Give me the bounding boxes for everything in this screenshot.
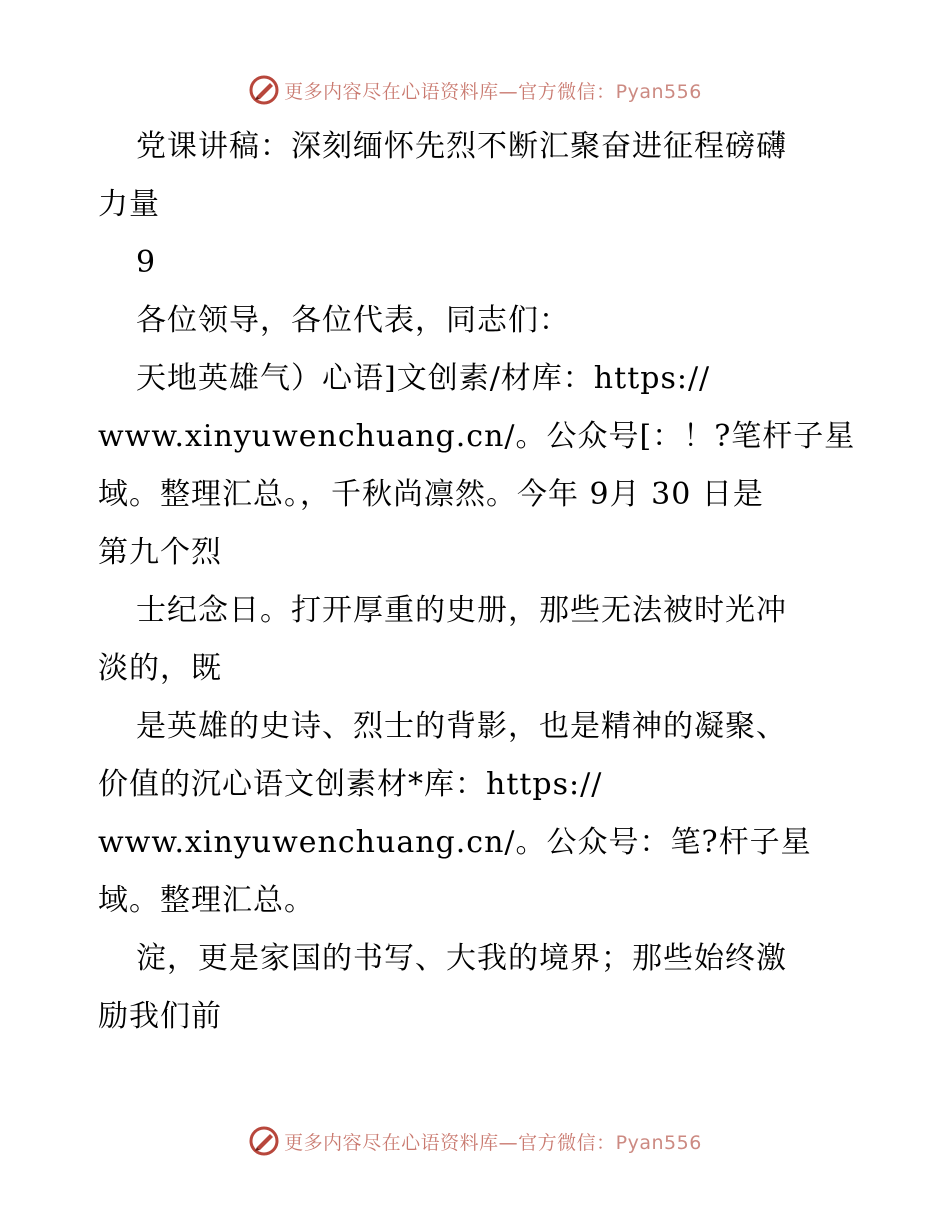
pen-logo-icon bbox=[248, 1125, 280, 1157]
doc-paragraph-line: 域。整理汇总。，千秋尚凛然。今年 9月 30 日是 bbox=[98, 477, 764, 512]
doc-paragraph-line: www.xinyuwenchuang.cn/。公众号：笔?杆子星 bbox=[98, 825, 812, 860]
doc-title-line-2: 力量 bbox=[98, 187, 160, 222]
wechat-id: Pyan556 bbox=[615, 1131, 702, 1154]
wechat-id: Pyan556 bbox=[615, 80, 702, 103]
doc-salutation: 各位领导，各位代表，同志们： bbox=[136, 303, 570, 338]
doc-paragraph-line: www.xinyuwenchuang.cn/。公众号[：！?笔杆子星 bbox=[98, 419, 856, 454]
doc-title-line-1: 党课讲稿：深刻缅怀先烈不断汇聚奋进征程磅礴 bbox=[136, 129, 787, 164]
doc-paragraph-line: 淡的，既 bbox=[98, 651, 222, 686]
doc-number: 9 bbox=[136, 245, 157, 280]
header-watermark bbox=[0, 72, 950, 108]
watermark-text: 更多内容尽在心语资料库—官方微信：Pyan556 bbox=[284, 1131, 702, 1154]
doc-paragraph-line: 价值的沉心语文创素材*库：https:// bbox=[98, 767, 603, 802]
pen-logo-icon bbox=[248, 74, 280, 106]
watermark-text: 更多内容尽在心语资料库—官方微信：Pyan556 bbox=[284, 80, 702, 103]
doc-paragraph-line: 域。整理汇总。 bbox=[98, 883, 315, 918]
doc-paragraph-line: 第九个烈 bbox=[98, 535, 222, 570]
footer-watermark bbox=[0, 1123, 950, 1159]
doc-paragraph-line: 天地英雄气）心语]文创素/材库：https:// bbox=[136, 361, 711, 396]
doc-paragraph-line: 淀，更是家国的书写、大我的境界；那些始终激 bbox=[136, 941, 787, 976]
doc-paragraph-line: 士纪念日。打开厚重的史册，那些无法被时光冲 bbox=[136, 593, 787, 628]
doc-paragraph-line: 是英雄的史诗、烈士的背影，也是精神的凝聚、 bbox=[136, 709, 787, 744]
doc-paragraph-line: 励我们前 bbox=[98, 999, 222, 1034]
